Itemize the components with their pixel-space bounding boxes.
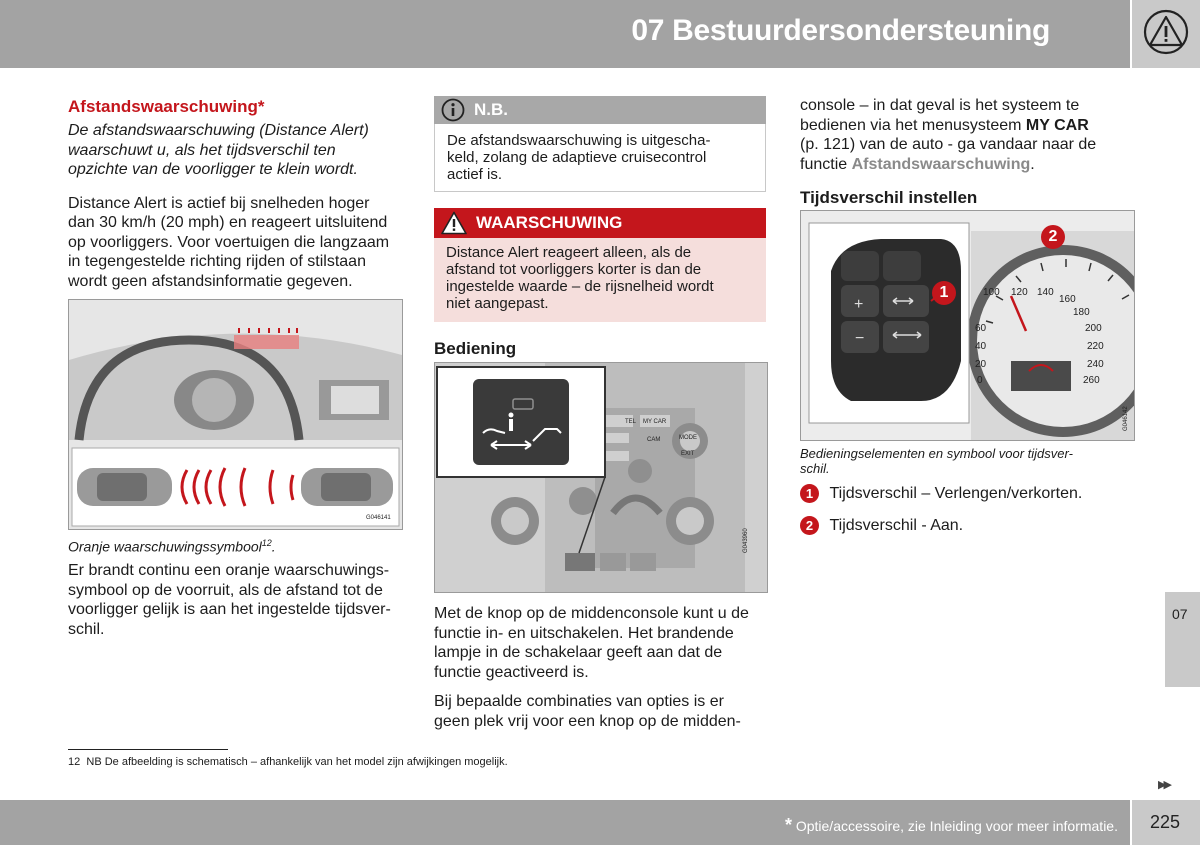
- text-line: dan 30 km/h (20 mph) en reageert uitsluitend: [68, 214, 388, 231]
- console-illustration: [435, 363, 767, 592]
- intro-line: opzichte van de voorligger te klein wordt.: [68, 161, 358, 178]
- text-line: Er brandt continu een oranje waarschuwings-: [68, 562, 390, 579]
- note-body: [434, 124, 766, 192]
- callout-text: Tijdsverschil - Aan.: [829, 517, 964, 534]
- warning-triangle-icon: [441, 211, 467, 235]
- footnote-ref: 12: [261, 538, 272, 548]
- text-line: [800, 155, 1140, 175]
- paragraph: [434, 692, 774, 731]
- speed-tick: 40: [975, 341, 987, 352]
- page-number: 225: [1150, 812, 1181, 832]
- svg-text:+: +: [854, 296, 864, 313]
- console-label: MY CAR: [643, 419, 667, 425]
- figure-code: G046142: [1123, 406, 1129, 431]
- speed-tick: 100: [983, 287, 1000, 298]
- text-line: wordt geen afstandsinformatie gegeven.: [68, 272, 353, 290]
- footer-note: [785, 815, 1118, 836]
- text-line: functie geactiveerd is.: [434, 663, 589, 681]
- caption-text: Oranje waarschuwingssymbool: [68, 538, 262, 555]
- text-line: functie in- en uitschakelen. Het brandende: [434, 624, 734, 642]
- figure-caption: [800, 446, 1130, 476]
- callout-2: 2: [1041, 225, 1065, 249]
- note-title: N.B.: [474, 100, 508, 119]
- text-line: Bij bepaalde combinaties van opties is er: [434, 693, 724, 710]
- intro-line: waarschuwt u, als het tijdsverschil ten: [68, 141, 336, 159]
- text-line: schil.: [68, 620, 105, 638]
- section-heading: Tijdsverschil instellen: [800, 188, 978, 207]
- warning-line: Distance Alert reageert alleen, als de: [446, 244, 692, 261]
- warning-title: WAARSCHUWING: [476, 213, 623, 232]
- text-line: Distance Alert is actief bij snelheden hoger: [68, 194, 370, 212]
- console-figure: [434, 362, 768, 593]
- page-title: 07 Bestuurdersondersteuning: [631, 14, 1050, 47]
- intro-line: De afstandswaarschuwing (Distance Alert): [68, 122, 369, 139]
- section-heading: Afstandswaarschuwing*: [68, 97, 265, 116]
- text-span: .: [1030, 155, 1035, 173]
- console-label: MODE: [679, 435, 697, 441]
- paragraph: [68, 194, 408, 292]
- text-line: voorligger gelijk is aan het ingestelde tijdsver-: [68, 601, 391, 618]
- warning-header: [434, 208, 766, 238]
- text-span: functie: [800, 155, 852, 173]
- speed-tick: 240: [1087, 359, 1104, 370]
- text-line: Met de knop op de middenconsole kunt u de: [434, 605, 749, 622]
- option-star: *: [784, 815, 792, 835]
- time-gap-figure: [800, 210, 1135, 441]
- caption-line: Bedieningselementen en symbool voor tijdsver-: [800, 446, 1073, 461]
- footnote-divider: [68, 749, 228, 750]
- warning-line: ingestelde waarde – de rijsnelheid wordt: [446, 278, 714, 295]
- callout-1: 1: [932, 281, 956, 305]
- warning-triangle-icon: [1142, 9, 1190, 55]
- callout-text: Tijdsverschil – Verlengen/verkorten.: [829, 485, 1083, 502]
- text-line: in tegengestelde richting rijden of stilstaan: [68, 253, 366, 270]
- menu-function-name: Afstandswaarschuwing: [851, 155, 1031, 173]
- note-header: [434, 96, 766, 124]
- text-line: op voorliggers. Voor voertuigen die langzaam: [68, 233, 390, 251]
- warning-line: afstand tot voorliggers korter is dan de: [446, 261, 702, 278]
- dashboard-illustration: [69, 300, 402, 529]
- paragraph: [68, 561, 408, 639]
- speed-tick: 120: [1011, 287, 1028, 298]
- callout-badge: 1: [800, 484, 819, 503]
- speed-tick: 160: [1059, 294, 1076, 305]
- section-heading: Bediening: [434, 339, 517, 358]
- menu-name: MY CAR: [1025, 116, 1089, 134]
- header-bar: [0, 0, 1130, 68]
- speed-tick: 60: [975, 323, 987, 334]
- double-arrow-right-icon: ▶▶: [1158, 779, 1169, 791]
- callout-badge: 2: [800, 516, 819, 535]
- footnote: [68, 756, 508, 768]
- svg-text:−: −: [855, 330, 865, 347]
- console-label: CAM: [647, 437, 661, 443]
- intro-text: [68, 121, 408, 180]
- distance-alert-figure: [68, 299, 403, 530]
- text-line: (p. 121) van de auto - ga vandaar naar de: [800, 136, 1097, 153]
- speed-tick: 260: [1083, 375, 1100, 386]
- note-line: actief is.: [447, 166, 503, 183]
- figure-code: G046141: [366, 515, 391, 521]
- warning-line: niet aangepast.: [446, 295, 549, 312]
- figure-code: G043960: [743, 528, 749, 553]
- text-line: symbool op de voorruit, als de afstand tot de: [68, 581, 383, 599]
- text-line: lampje in de schakelaar geeft aan dat de: [434, 644, 723, 661]
- speed-tick: 0: [977, 375, 983, 386]
- speed-tick: 140: [1037, 287, 1054, 298]
- speed-tick: 180: [1073, 307, 1090, 318]
- text-line: console – in dat geval is het systeem te: [800, 97, 1080, 114]
- callout-list-item: [800, 516, 963, 536]
- speed-tick: 220: [1087, 341, 1104, 352]
- text-line: geen plek vrij voor een knop op de midden-: [434, 712, 741, 730]
- text-span: bedienen via het menusysteem: [800, 116, 1026, 134]
- warning-body: [434, 238, 766, 322]
- chapter-tab-label: 07: [1172, 606, 1188, 622]
- text-line: [800, 116, 1140, 136]
- caption-line: schil.: [800, 461, 830, 476]
- note-line: De afstandswaarschuwing is uitgescha-: [447, 132, 711, 149]
- paragraph: [434, 604, 774, 682]
- callout-list-item: [800, 484, 1082, 504]
- figure-caption: Oranje waarschuwingssymbool$^{12}$.: [68, 538, 276, 555]
- speed-tick: 20: [975, 359, 987, 370]
- footnote-text: NB De afbeelding is schematisch – afhankelijk van het model zijn afwijkingen mogelijk.: [86, 756, 508, 768]
- paragraph: [800, 96, 1140, 174]
- note-line: keld, zolang de adaptieve cruisecontrol: [447, 149, 707, 166]
- console-label: TEL: [625, 419, 637, 425]
- speed-tick: 200: [1085, 323, 1102, 334]
- footer-note-text: Optie/accessoire, zie Inleiding voor meer informatie.: [795, 818, 1118, 834]
- header-icon-box: [1132, 0, 1200, 68]
- info-icon: [441, 98, 465, 122]
- console-label: EXIT: [681, 451, 695, 457]
- footnote-number: 12: [68, 756, 81, 768]
- left-column: [68, 97, 408, 291]
